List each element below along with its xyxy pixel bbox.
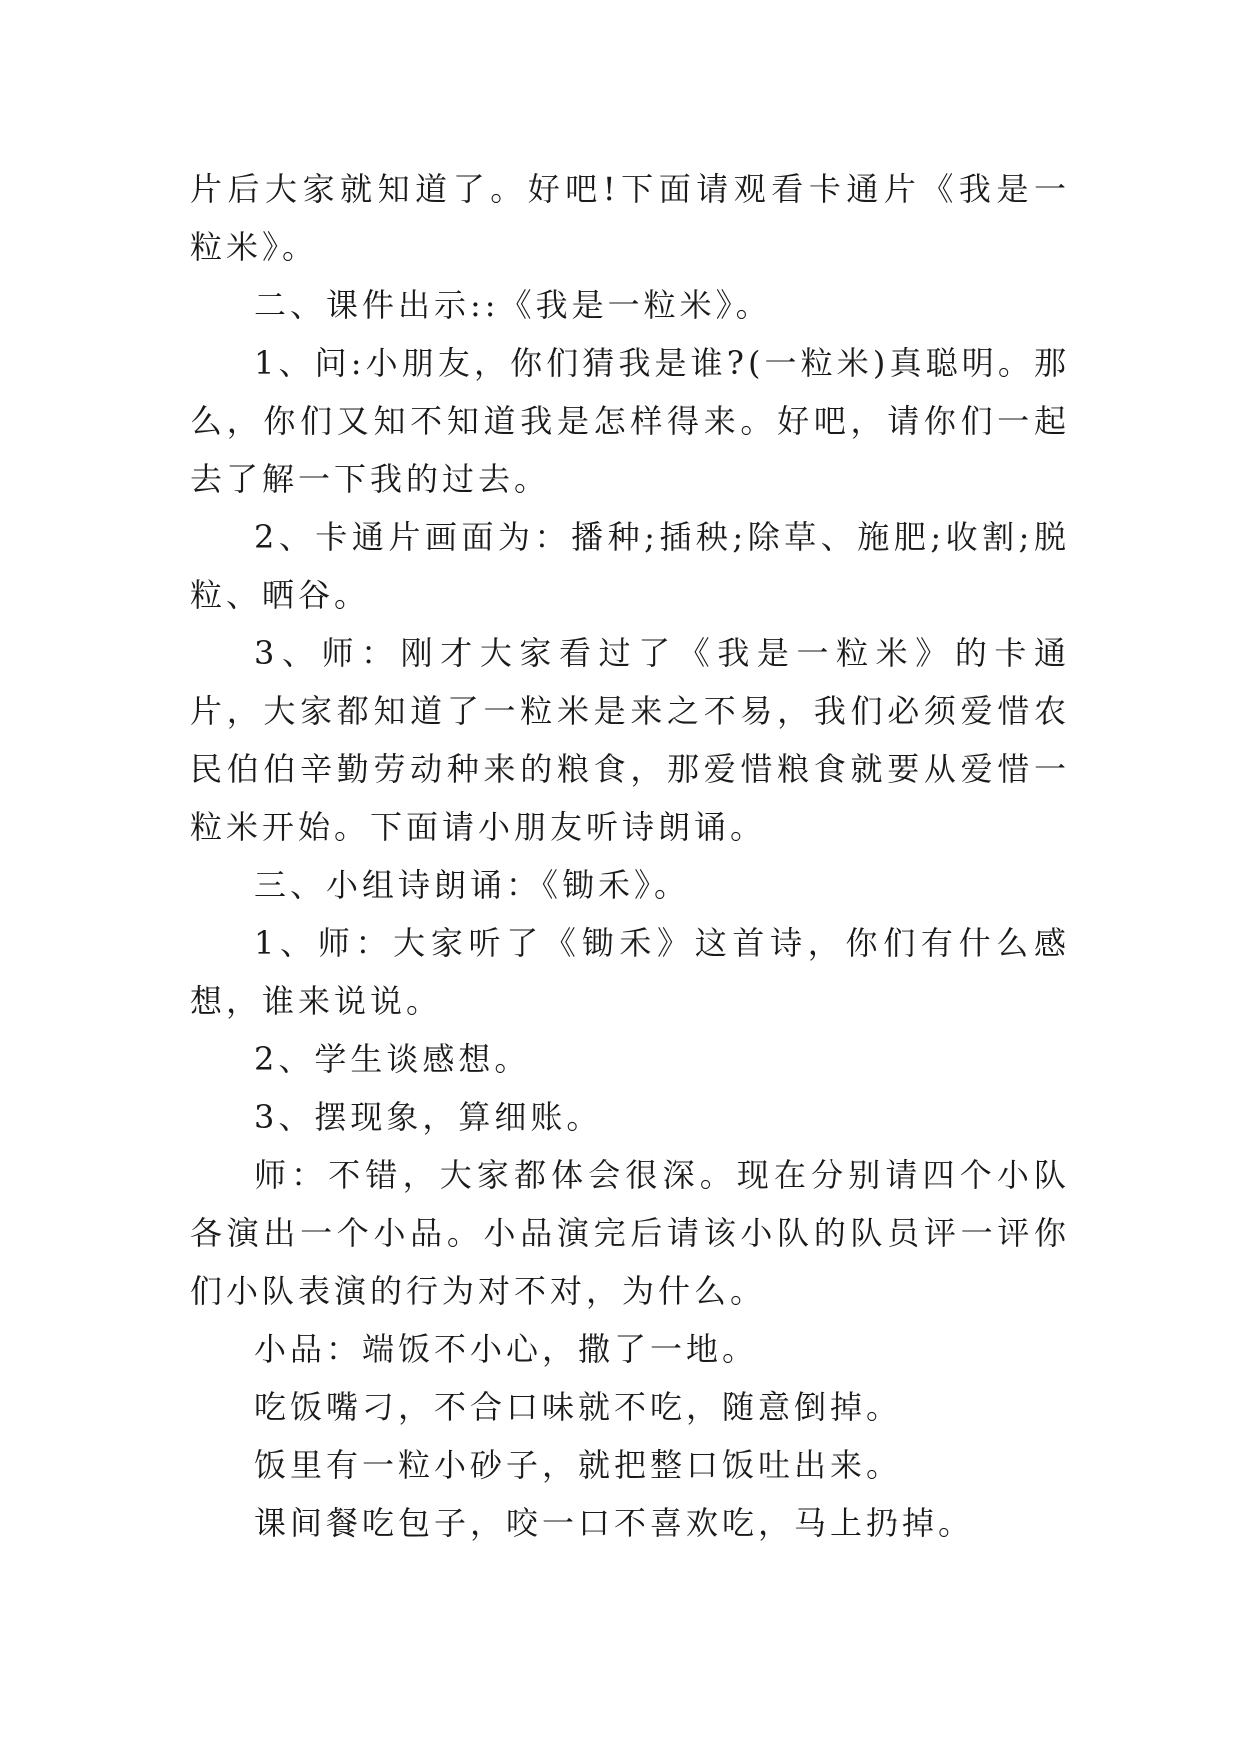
paragraph-3: 1、问:小朋友，你们猜我是谁?(一粒米)真聪明。那么，你们又知不知道我是怎样得来。好吧，请你们一起去了解一下我的过去。: [190, 344, 1070, 498]
paragraph-6: 三、小组诗朗诵：《锄禾》。: [254, 866, 691, 904]
paragraph-10: 师：不错，大家都体会很深。现在分别请四个小队各演出一个小品。小品演完后请该小队的队员评一评你们小队表演的行为对不对，为什么。: [190, 1156, 1070, 1310]
paragraph-7: 1、师：大家听了《锄禾》这首诗，你们有什么感想，谁来说说。: [190, 924, 1070, 1020]
paragraph-5: 3、师：刚才大家看过了《我是一粒米》的卡通片，大家都知道了一粒米是来之不易，我们必须爱惜农民伯伯辛勤劳动种来的粮食，那爱惜粮食就要从爱惜一粒米开始。下面请小朋友听诗朗诵。: [190, 634, 1070, 846]
document-body: [190, 160, 1070, 1552]
paragraph-9: 3、摆现象，算细账。: [254, 1098, 603, 1136]
paragraph-8: 2、学生谈感想。: [254, 1040, 531, 1078]
paragraph-1: 片后大家就知道了。好吧!下面请观看卡通片《我是一粒米》。: [190, 170, 1070, 266]
paragraph-11: 小品：端饭不小心，撒了一地。: [254, 1330, 759, 1368]
paragraph-4: 2、卡通片画面为：播种;插秧;除草、施肥;收割;脱粒、晒谷。: [190, 518, 1070, 614]
paragraph-2: 二、课件出示::《我是一粒米》。: [254, 286, 772, 324]
paragraph-13: 饭里有一粒小砂子，就把整口饭吐出来。: [254, 1446, 903, 1484]
paragraph-14: 课间餐吃包子，咬一口不喜欢吃，马上扔掉。: [254, 1504, 975, 1542]
paragraph-12: 吃饭嘴刁，不合口味就不吃，随意倒掉。: [254, 1388, 903, 1426]
